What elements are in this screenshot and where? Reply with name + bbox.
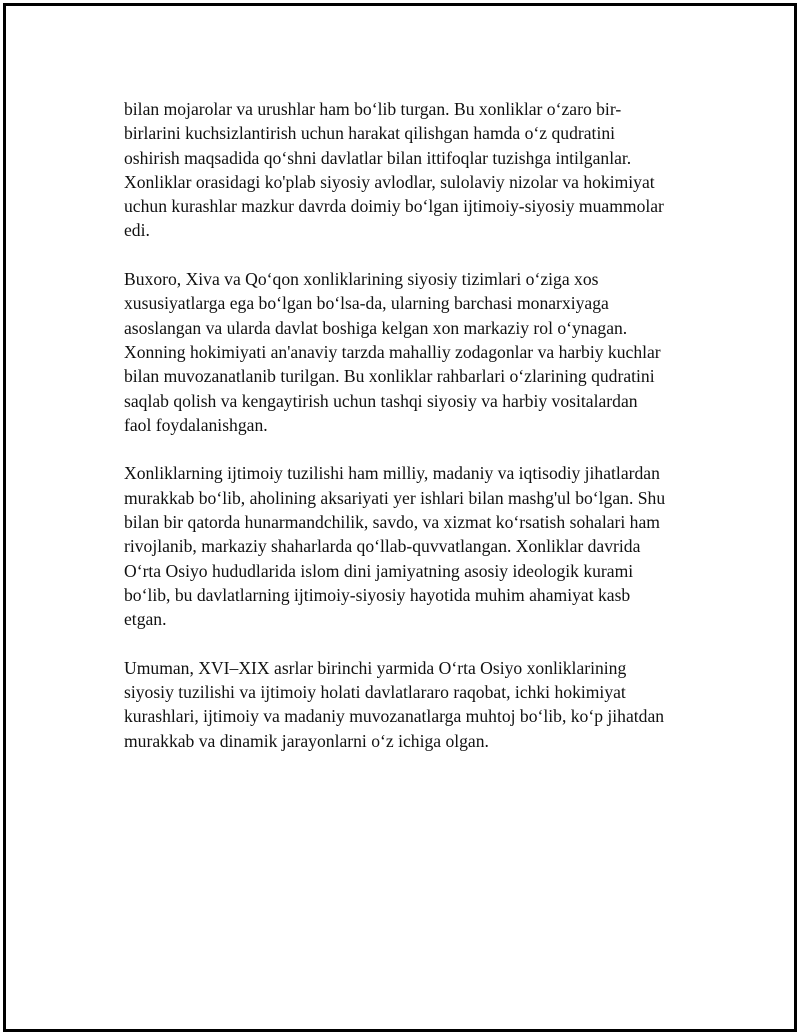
paragraph-3: Xonliklarning ijtimoiy tuzilishi ham milliy, madaniy va iqtisodiy jihatlardan murakkab bo‘lib, aholining aksariyati yer ishlari bilan mashg'ul bo‘lgan. Shu bilan bir qatorda hunarmandchilik, savdo, va xizmat ko‘rsatish sohalari ham rivojlanib, markaziy shaharlarda qo‘llab-quvvatlangan. Xonliklar davrida O‘rta Osiyo hududlarida islom dini jamiyatning asosiy ideologik kurami bo‘lib, bu davlatlarning ijtimoiy-siyosiy hayotida muhim ahamiyat kasb etgan.	[124, 463, 666, 630]
paragraph-4: Umuman, XVI–XIX asrlar birinchi yarmida O‘rta Osiyo xonliklarining siyosiy tuzilishi va ijtimoiy holati davlatlararo raqobat, ichki hokimiyat kurashlari, ijtimoiy va madaniy muvozanatlarga muhtoj bo‘lib, ko‘p jihatdan murakkab va dinamik jarayonlarni o‘z ichiga olgan.	[124, 657, 665, 751]
page-frame	[3, 3, 797, 1032]
paragraph-1: bilan mojarolar va urushlar ham bo‘lib turgan. Bu xonliklar o‘zaro bir- birlarini kuchsizlantirish uchun harakat qilishgan hamda o‘z qudratini oshirish maqsadida qo‘shni davlatlar bilan ittifoqlar tuzishga intilganlar. Xonliklar orasidagi ko'plab siyosiy avlodlar, sulolaviy nizolar va hokimiyat uchun kurashlar mazkur davrda doimiy bo‘lgan ijtimoiy-siyosiy muammolar edi.	[124, 99, 664, 241]
document-body	[124, 97, 694, 777]
paragraph-2: Buxoro, Xiva va Qo‘qon xonliklarining siyosiy tizimlari o‘ziga xos xususiyatlarga ega bo‘lgan bo‘lsa-da, ularning barchasi monarxiyaga asoslangan va ularda davlat boshiga kelgan xon markaziy rol o‘ynagan. Xonning hokimiyati an'anaviy tarzda mahalliy zodagonlar va harbiy kuchlar bilan muvozanatlanib turilgan. Bu xonliklar rahbarlari o‘zlarining qudratini saqlab qolish va kengaytirish uchun tashqi siyosiy va harbiy vositalardan faol foydalanishgan.	[124, 269, 661, 435]
